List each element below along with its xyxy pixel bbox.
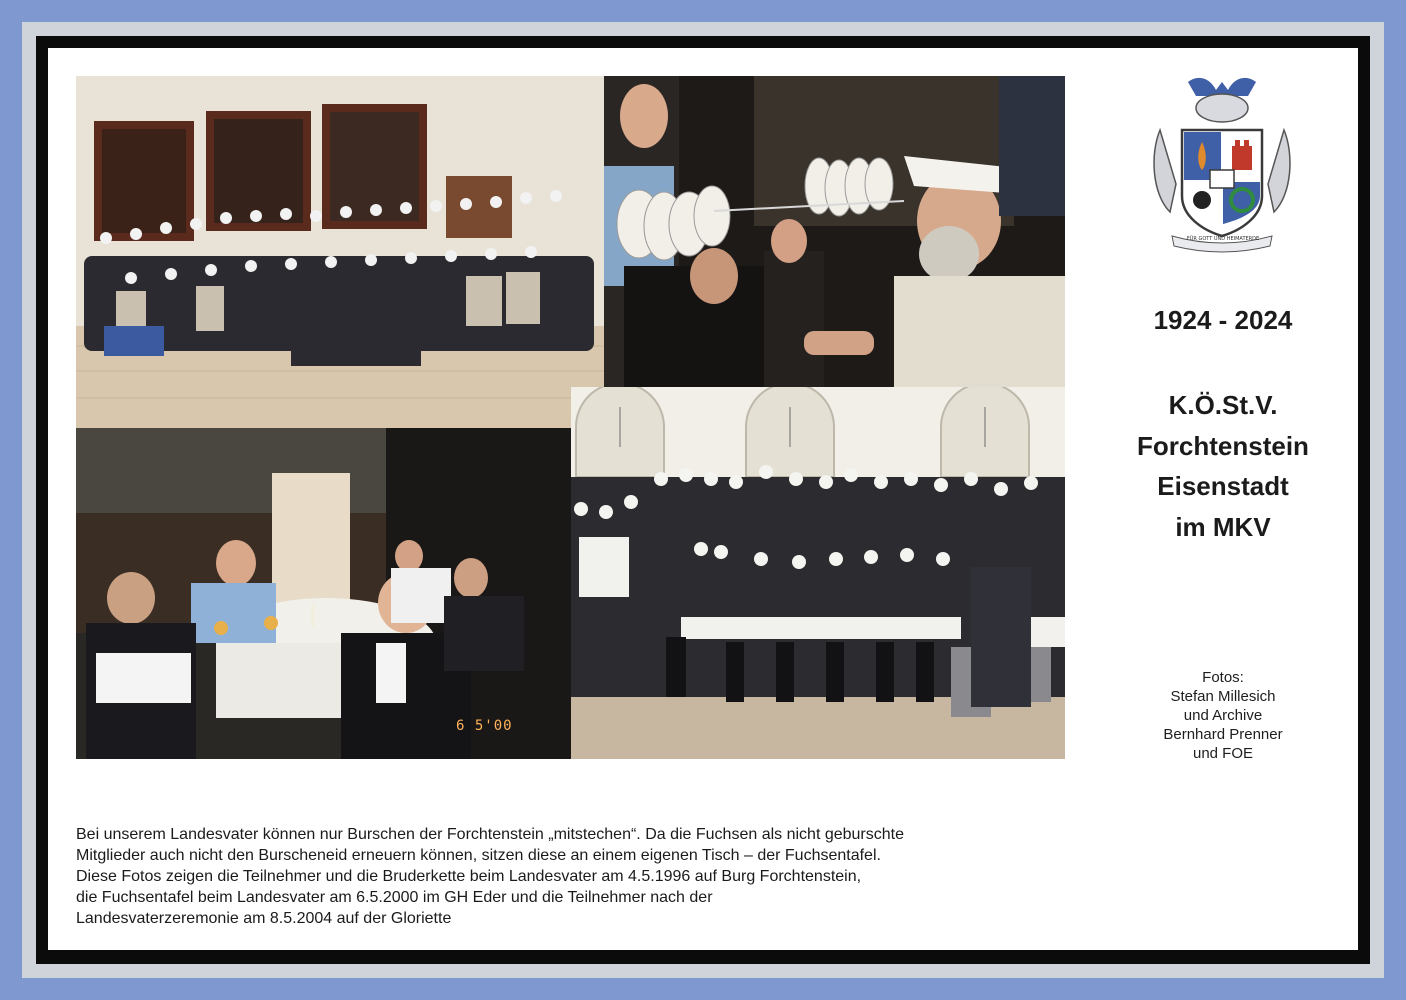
coat-of-arms-icon — [1146, 74, 1298, 254]
credits-line: Stefan Millesich — [1170, 688, 1276, 705]
caption-text — [76, 824, 1086, 929]
caption-line: Mitglieder auch nicht den Burscheneid erneuern können, sitzen diese an einem eigenen Tisch – der Fuchsentafel. — [76, 847, 881, 864]
photo-credits — [1130, 668, 1316, 763]
caption-line: die Fuchsentafel beim Landesvater am 6.5.2000 im GH Eder und die Teilnehmer nach der — [76, 889, 713, 906]
photo-date-stamp: 6 5'00 — [456, 718, 513, 734]
crest-motto: FÜR GOTT UND HEIMATERDE — [1186, 236, 1260, 242]
caption-line: Bei unserem Landesvater können nur Burschen der Forchtenstein „mitstechen“. Da die Fuchsen als nicht geburschte — [76, 826, 904, 843]
photo-group-hall — [76, 76, 604, 428]
title-line: Forchtenstein — [1137, 430, 1309, 461]
photo-dinner-table — [76, 428, 571, 759]
title-line: im MKV — [1175, 511, 1271, 542]
title-line: Eisenstadt — [1157, 471, 1289, 501]
credits-line: und Archive — [1183, 707, 1263, 724]
association-title — [1092, 385, 1354, 547]
anniversary-years: 1924 - 2024 — [1153, 305, 1293, 335]
caption-line: Diese Fotos zeigen die Teilnehmer und die Bruderkette beim Landesvater am 4.5.1996 auf Burg Forchtenstein, — [76, 868, 862, 885]
title-line: K.Ö.St.V. — [1168, 390, 1278, 420]
photo-handshake — [604, 76, 1065, 387]
photo-ceremony-group — [571, 387, 1065, 759]
credits-line: und FOE — [1192, 745, 1254, 762]
credits-line: Fotos: — [1202, 669, 1244, 686]
credits-line: Bernhard Prenner — [1163, 726, 1283, 743]
caption-line: Landesvaterzeremonie am 8.5.2004 auf der Gloriette — [76, 910, 452, 927]
